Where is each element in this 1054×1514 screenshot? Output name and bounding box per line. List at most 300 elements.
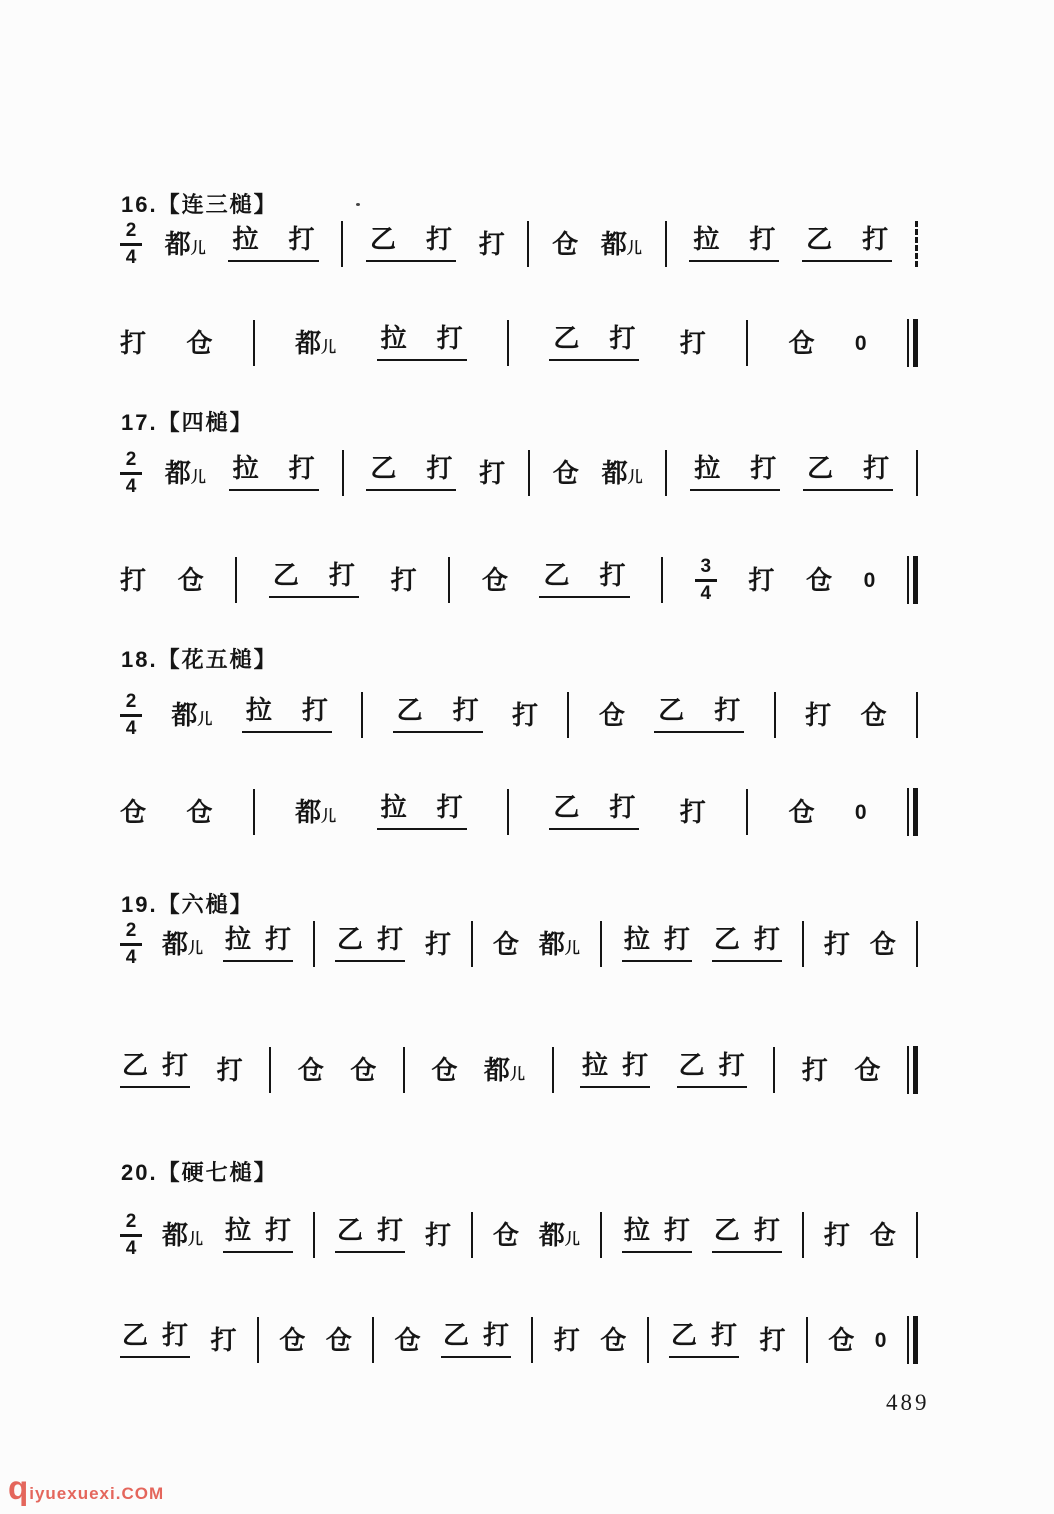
syllable-suffix-small: 儿 bbox=[187, 940, 203, 957]
syllable: 打 bbox=[718, 1050, 745, 1080]
beamed-syllable-group bbox=[229, 455, 319, 491]
barline bbox=[507, 789, 509, 835]
time-signature bbox=[120, 692, 142, 739]
syllable: 拉 bbox=[623, 1215, 650, 1245]
barline bbox=[372, 1317, 374, 1363]
barline bbox=[552, 1047, 554, 1093]
score-line bbox=[120, 1040, 918, 1100]
beat-syllable bbox=[171, 702, 212, 728]
beat-syllable bbox=[479, 231, 505, 257]
beat-syllable bbox=[789, 799, 815, 825]
final-barline-thick bbox=[913, 1316, 918, 1364]
syllable: 仓 bbox=[869, 1220, 896, 1250]
syllable-suffix-small: 儿 bbox=[627, 469, 643, 486]
time-signature-denominator: 4 bbox=[125, 946, 137, 968]
syllable: 打 bbox=[120, 565, 147, 595]
syllable: 拉 bbox=[582, 1050, 609, 1080]
barline bbox=[471, 921, 473, 967]
syllable: 都 bbox=[295, 797, 322, 827]
beat-syllable bbox=[759, 1327, 785, 1353]
beat-syllable bbox=[295, 799, 336, 825]
barline bbox=[665, 221, 667, 267]
score-line bbox=[120, 443, 918, 503]
syllable: 打 bbox=[679, 797, 706, 827]
rest-zero bbox=[855, 333, 867, 354]
beat-syllable bbox=[165, 231, 206, 257]
syllable: 打 bbox=[512, 700, 539, 730]
beat-syllable bbox=[162, 1222, 203, 1248]
barline bbox=[665, 450, 667, 496]
syllable: 都 bbox=[295, 328, 322, 358]
syllable: 打 bbox=[210, 1325, 237, 1355]
beat-syllable bbox=[391, 567, 417, 593]
beamed-syllable-group bbox=[712, 926, 782, 962]
final-barline bbox=[907, 319, 918, 367]
syllable: 仓 bbox=[325, 1325, 352, 1355]
syllable: 0 bbox=[854, 800, 867, 824]
beamed-syllable-group bbox=[223, 926, 293, 962]
syllable: 打 bbox=[436, 792, 463, 822]
final-barline-thick bbox=[913, 319, 918, 367]
barline bbox=[661, 557, 663, 603]
beamed-syllable-group bbox=[393, 697, 483, 733]
final-barline-thick bbox=[913, 1046, 918, 1094]
page-number: 489 bbox=[886, 1390, 930, 1415]
syllable: 仓 bbox=[120, 797, 147, 827]
syllable: 都 bbox=[483, 1055, 510, 1085]
syllable: 打 bbox=[714, 695, 741, 725]
syllable: 仓 bbox=[869, 929, 896, 959]
syllable: 都 bbox=[538, 929, 565, 959]
beat-syllable bbox=[554, 1327, 580, 1353]
beat-syllable bbox=[326, 1327, 352, 1353]
syllable: 仓 bbox=[431, 1055, 458, 1085]
barline bbox=[916, 692, 918, 738]
barline bbox=[253, 320, 255, 366]
beat-syllable bbox=[120, 799, 146, 825]
section-title: 19.【六槌】 bbox=[121, 892, 254, 917]
syllable: 仓 bbox=[598, 700, 625, 730]
barline bbox=[600, 921, 602, 967]
syllable: 打 bbox=[823, 1220, 850, 1250]
syllable: 打 bbox=[482, 1320, 509, 1350]
beat-syllable bbox=[279, 1327, 305, 1353]
syllable: 打 bbox=[436, 323, 463, 353]
score-line bbox=[120, 782, 918, 842]
beat-syllable bbox=[870, 931, 896, 957]
beamed-syllable-group bbox=[441, 1322, 511, 1358]
rest-zero bbox=[875, 1330, 887, 1351]
final-barline-thin bbox=[907, 319, 909, 367]
syllable: 打 bbox=[120, 328, 147, 358]
barline bbox=[313, 1212, 315, 1258]
final-barline-thin bbox=[907, 788, 909, 836]
beat-syllable bbox=[552, 231, 578, 257]
final-barline-thick bbox=[913, 556, 918, 604]
beat-syllable bbox=[602, 460, 643, 486]
beat-syllable bbox=[298, 1057, 324, 1083]
score-line bbox=[120, 685, 918, 745]
beamed-syllable-group bbox=[269, 562, 359, 598]
final-barline-thin bbox=[907, 556, 909, 604]
beat-syllable bbox=[805, 702, 831, 728]
syllable: 仓 bbox=[788, 797, 815, 827]
beat-syllable bbox=[802, 1057, 828, 1083]
barline bbox=[527, 221, 529, 267]
dashed-barline bbox=[915, 221, 918, 267]
syllable-suffix-small: 儿 bbox=[626, 240, 642, 257]
section-title: 20.【硬七槌】 bbox=[121, 1160, 278, 1185]
beamed-syllable-group bbox=[689, 226, 779, 262]
syllable: 打 bbox=[376, 1215, 403, 1245]
time-signature-denominator: 4 bbox=[125, 1237, 137, 1259]
barline bbox=[269, 1047, 271, 1093]
syllable: 都 bbox=[161, 1220, 188, 1250]
syllable: 打 bbox=[599, 560, 626, 590]
beat-syllable bbox=[425, 1222, 451, 1248]
barline bbox=[341, 221, 343, 267]
time-signature bbox=[120, 1212, 142, 1259]
syllable: 仓 bbox=[552, 458, 579, 488]
syllable: 打 bbox=[805, 700, 832, 730]
syllable: 乙 bbox=[553, 323, 580, 353]
syllable: 打 bbox=[376, 924, 403, 954]
syllable: 仓 bbox=[186, 797, 213, 827]
syllable: 打 bbox=[452, 695, 479, 725]
syllable: 拉 bbox=[232, 453, 259, 483]
beamed-syllable-group bbox=[690, 455, 780, 491]
beat-syllable bbox=[806, 567, 832, 593]
syllable: 0 bbox=[874, 1328, 887, 1352]
barline bbox=[806, 1317, 808, 1363]
beat-syllable bbox=[210, 1327, 236, 1353]
syllable: 都 bbox=[171, 700, 198, 730]
barline bbox=[361, 692, 363, 738]
ink-speck bbox=[356, 203, 360, 206]
syllable: 打 bbox=[663, 924, 690, 954]
syllable: 打 bbox=[479, 458, 506, 488]
beamed-syllable-group bbox=[549, 325, 639, 361]
beat-syllable bbox=[512, 702, 538, 728]
final-barline bbox=[907, 1316, 918, 1364]
score-line bbox=[120, 1205, 918, 1265]
syllable: 仓 bbox=[854, 1055, 881, 1085]
rest-zero bbox=[855, 802, 867, 823]
beat-syllable bbox=[120, 330, 146, 356]
beat-syllable bbox=[748, 567, 774, 593]
syllable: 都 bbox=[161, 929, 188, 959]
beat-syllable bbox=[854, 1057, 880, 1083]
barline bbox=[342, 450, 344, 496]
barline bbox=[471, 1212, 473, 1258]
beat-syllable bbox=[824, 931, 850, 957]
syllable: 仓 bbox=[492, 929, 519, 959]
syllable: 打 bbox=[301, 695, 328, 725]
beat-syllable bbox=[395, 1327, 421, 1353]
time-signature-numerator: 2 bbox=[125, 690, 137, 712]
syllable: 打 bbox=[162, 1320, 189, 1350]
syllable: 仓 bbox=[394, 1325, 421, 1355]
syllable: 打 bbox=[478, 229, 505, 259]
syllable: 乙 bbox=[122, 1320, 149, 1350]
beat-syllable bbox=[828, 1327, 854, 1353]
score-line bbox=[120, 550, 918, 610]
syllable: 仓 bbox=[806, 565, 833, 595]
time-signature-line bbox=[120, 1234, 142, 1237]
syllable: 仓 bbox=[177, 565, 204, 595]
barline bbox=[257, 1317, 259, 1363]
syllable: 打 bbox=[711, 1320, 738, 1350]
beamed-syllable-group bbox=[335, 926, 405, 962]
barline bbox=[916, 921, 918, 967]
barline bbox=[916, 1212, 918, 1258]
barline bbox=[528, 450, 530, 496]
beamed-syllable-group bbox=[654, 697, 744, 733]
barline bbox=[403, 1047, 405, 1093]
syllable: 打 bbox=[862, 224, 889, 254]
time-signature-numerator: 2 bbox=[125, 219, 137, 241]
final-barline bbox=[907, 1046, 918, 1094]
syllable-suffix-small: 儿 bbox=[321, 339, 337, 356]
barline bbox=[802, 921, 804, 967]
syllable: 打 bbox=[425, 224, 452, 254]
beat-syllable bbox=[178, 567, 204, 593]
final-barline bbox=[907, 788, 918, 836]
syllable: 仓 bbox=[788, 328, 815, 358]
time-signature-denominator: 4 bbox=[125, 246, 137, 268]
beamed-syllable-group bbox=[377, 794, 467, 830]
syllable: 打 bbox=[759, 1325, 786, 1355]
beamed-syllable-group bbox=[669, 1322, 739, 1358]
time-signature-line bbox=[120, 714, 142, 717]
syllable: 打 bbox=[823, 929, 850, 959]
syllable: 打 bbox=[753, 1215, 780, 1245]
beat-syllable bbox=[425, 931, 451, 957]
syllable: 拉 bbox=[232, 224, 259, 254]
beamed-syllable-group bbox=[803, 455, 893, 491]
beamed-syllable-group bbox=[802, 226, 892, 262]
barline bbox=[235, 557, 237, 603]
syllable: 打 bbox=[609, 792, 636, 822]
time-signature-line bbox=[120, 943, 142, 946]
syllable: 都 bbox=[600, 229, 627, 259]
beamed-syllable-group bbox=[120, 1052, 190, 1088]
syllable: 打 bbox=[288, 453, 315, 483]
barline bbox=[916, 450, 918, 496]
beat-syllable bbox=[860, 702, 886, 728]
final-barline bbox=[907, 556, 918, 604]
beamed-syllable-group bbox=[377, 325, 467, 361]
syllable: 乙 bbox=[807, 453, 834, 483]
syllable: 打 bbox=[750, 453, 777, 483]
syllable: 都 bbox=[601, 458, 628, 488]
syllable: 打 bbox=[663, 1215, 690, 1245]
syllable: 乙 bbox=[671, 1320, 698, 1350]
section-title: 18.【花五槌】 bbox=[121, 647, 278, 672]
syllable: 拉 bbox=[623, 924, 650, 954]
time-signature-denominator: 4 bbox=[125, 475, 137, 497]
beamed-syllable-group bbox=[539, 562, 629, 598]
syllable: 乙 bbox=[122, 1050, 149, 1080]
syllable: 打 bbox=[162, 1050, 189, 1080]
beat-syllable bbox=[484, 1057, 525, 1083]
beat-syllable bbox=[186, 330, 212, 356]
syllable: 打 bbox=[748, 565, 775, 595]
barline bbox=[313, 921, 315, 967]
barline bbox=[773, 1047, 775, 1093]
time-signature-numerator: 3 bbox=[700, 555, 712, 577]
section-title: 16.【连三槌】 bbox=[121, 192, 278, 217]
time-signature bbox=[120, 450, 142, 497]
beat-syllable bbox=[431, 1057, 457, 1083]
barline bbox=[567, 692, 569, 738]
syllable: 拉 bbox=[380, 792, 407, 822]
syllable: 仓 bbox=[350, 1055, 377, 1085]
site-watermark: qiyuexuexi.COM bbox=[8, 1470, 165, 1507]
score-line bbox=[120, 1310, 918, 1370]
time-signature bbox=[120, 921, 142, 968]
rest-zero bbox=[864, 570, 876, 591]
syllable: 0 bbox=[854, 331, 867, 355]
beat-syllable bbox=[165, 460, 206, 486]
section-title: 17.【四槌】 bbox=[121, 410, 254, 435]
barline bbox=[746, 789, 748, 835]
barline bbox=[531, 1317, 533, 1363]
time-signature-denominator: 4 bbox=[125, 717, 137, 739]
syllable: 仓 bbox=[860, 700, 887, 730]
time-signature-line bbox=[120, 243, 142, 246]
barline bbox=[746, 320, 748, 366]
barline bbox=[647, 1317, 649, 1363]
beat-syllable bbox=[789, 330, 815, 356]
syllable: 打 bbox=[390, 565, 417, 595]
syllable: 乙 bbox=[806, 224, 833, 254]
syllable: 打 bbox=[288, 224, 315, 254]
beat-syllable bbox=[870, 1222, 896, 1248]
beat-syllable bbox=[350, 1057, 376, 1083]
syllable: 打 bbox=[801, 1055, 828, 1085]
syllable: 打 bbox=[216, 1055, 243, 1085]
syllable: 乙 bbox=[678, 1050, 705, 1080]
time-signature-line bbox=[120, 472, 142, 475]
syllable: 仓 bbox=[297, 1055, 324, 1085]
syllable: 拉 bbox=[693, 224, 720, 254]
syllable: 打 bbox=[264, 1215, 291, 1245]
time-signature-numerator: 2 bbox=[125, 919, 137, 941]
syllable: 仓 bbox=[279, 1325, 306, 1355]
syllable-suffix-small: 儿 bbox=[564, 1231, 580, 1248]
beamed-syllable-group bbox=[712, 1217, 782, 1253]
beat-syllable bbox=[482, 567, 508, 593]
syllable-suffix-small: 儿 bbox=[564, 940, 580, 957]
syllable-suffix-small: 儿 bbox=[321, 808, 337, 825]
syllable: 打 bbox=[426, 453, 453, 483]
syllable: 仓 bbox=[481, 565, 508, 595]
syllable: 乙 bbox=[336, 1215, 363, 1245]
syllable: 乙 bbox=[272, 560, 299, 590]
syllable: 都 bbox=[164, 229, 191, 259]
time-signature-line bbox=[695, 579, 717, 582]
beamed-syllable-group bbox=[549, 794, 639, 830]
beat-syllable bbox=[824, 1222, 850, 1248]
syllable-suffix-small: 儿 bbox=[190, 469, 206, 486]
beat-syllable bbox=[162, 931, 203, 957]
beat-syllable bbox=[600, 1327, 626, 1353]
syllable: 打 bbox=[424, 929, 451, 959]
beat-syllable bbox=[295, 330, 336, 356]
syllable: 乙 bbox=[442, 1320, 469, 1350]
syllable: 拉 bbox=[224, 924, 251, 954]
syllable: 打 bbox=[609, 323, 636, 353]
beamed-syllable-group bbox=[366, 226, 456, 262]
syllable: 仓 bbox=[492, 1220, 519, 1250]
barline bbox=[448, 557, 450, 603]
syllable: 都 bbox=[538, 1220, 565, 1250]
score-line bbox=[120, 914, 918, 974]
barline bbox=[802, 1212, 804, 1258]
score-line bbox=[120, 313, 918, 373]
syllable: 打 bbox=[679, 328, 706, 358]
beat-syllable bbox=[186, 799, 212, 825]
time-signature-numerator: 2 bbox=[125, 1210, 137, 1232]
beat-syllable bbox=[680, 330, 706, 356]
syllable-suffix-small: 儿 bbox=[187, 1231, 203, 1248]
syllable: 乙 bbox=[553, 792, 580, 822]
syllable: 拉 bbox=[694, 453, 721, 483]
syllable: 0 bbox=[863, 568, 876, 592]
syllable: 打 bbox=[328, 560, 355, 590]
beamed-syllable-group bbox=[335, 1217, 405, 1253]
beat-syllable bbox=[680, 799, 706, 825]
beamed-syllable-group bbox=[580, 1052, 650, 1088]
beamed-syllable-group bbox=[366, 455, 456, 491]
beat-syllable bbox=[553, 460, 579, 486]
syllable: 乙 bbox=[369, 224, 396, 254]
beat-syllable bbox=[479, 460, 505, 486]
syllable-suffix-small: 儿 bbox=[190, 240, 206, 257]
syllable: 乙 bbox=[370, 453, 397, 483]
syllable: 仓 bbox=[828, 1325, 855, 1355]
score-line bbox=[120, 214, 918, 274]
syllable: 打 bbox=[749, 224, 776, 254]
barline bbox=[507, 320, 509, 366]
final-barline-thin bbox=[907, 1046, 909, 1094]
syllable: 打 bbox=[264, 924, 291, 954]
syllable: 乙 bbox=[336, 924, 363, 954]
syllable: 拉 bbox=[245, 695, 272, 725]
syllable: 仓 bbox=[552, 229, 579, 259]
barline bbox=[600, 1212, 602, 1258]
beat-syllable bbox=[217, 1057, 243, 1083]
beat-syllable bbox=[120, 567, 146, 593]
syllable: 仓 bbox=[600, 1325, 627, 1355]
syllable: 乙 bbox=[658, 695, 685, 725]
syllable: 乙 bbox=[543, 560, 570, 590]
beat-syllable bbox=[493, 1222, 519, 1248]
beamed-syllable-group bbox=[228, 226, 318, 262]
syllable: 乙 bbox=[713, 924, 740, 954]
syllable-suffix-small: 儿 bbox=[197, 711, 213, 728]
syllable-suffix-small: 儿 bbox=[509, 1066, 525, 1083]
beamed-syllable-group bbox=[622, 1217, 692, 1253]
beat-syllable bbox=[493, 931, 519, 957]
syllable: 打 bbox=[553, 1325, 580, 1355]
beamed-syllable-group bbox=[622, 926, 692, 962]
time-signature bbox=[120, 221, 142, 268]
beamed-syllable-group bbox=[677, 1052, 747, 1088]
syllable: 打 bbox=[622, 1050, 649, 1080]
syllable: 拉 bbox=[224, 1215, 251, 1245]
